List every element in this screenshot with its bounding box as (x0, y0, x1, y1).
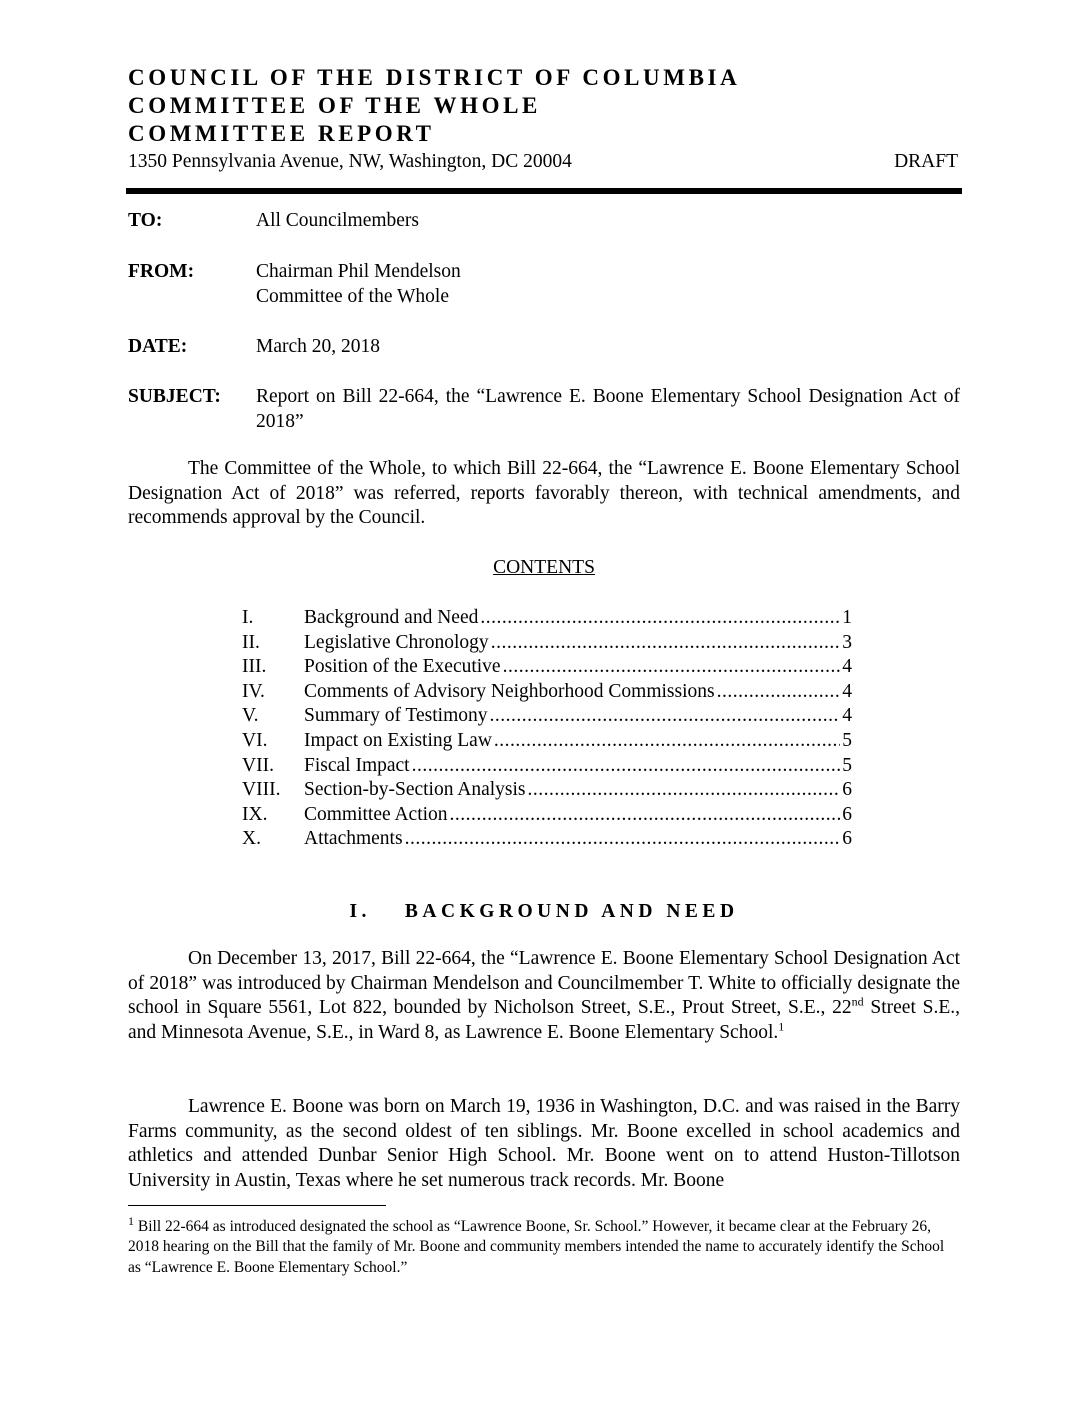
toc-row[interactable] (242, 655, 852, 680)
toc-leader (480, 606, 840, 630)
toc-row[interactable] (242, 778, 852, 803)
section-number: I. (349, 901, 371, 922)
toc-row[interactable] (242, 803, 852, 828)
date-label: DATE: (128, 336, 188, 357)
footnote-text: Bill 22-664 as introduced designated the school as “Lawrence Boone, Sr. School.” However, it became clear at the February 26, 2018 hearing on the Bill that the family of Mr. Boone and community members intended the name to accurately identify the School as “Lawrence E. Boone Elementary School.” (128, 1218, 945, 1276)
header-rule (126, 188, 962, 194)
toc-row[interactable] (242, 704, 852, 729)
subject-label: SUBJECT: (128, 386, 221, 407)
header-address: 1350 Pennsylvania Avenue, NW, Washington, DC 20004 (128, 151, 572, 172)
toc-row[interactable] (242, 729, 852, 754)
toc-page: 6 (842, 779, 852, 801)
toc-title: Position of the Executive (304, 656, 501, 678)
section-heading (0, 900, 1088, 924)
toc-number: II. (242, 631, 260, 653)
to-value: All Councilmembers (256, 210, 420, 231)
toc-page: 6 (842, 803, 852, 825)
section-title: BACKGROUND AND NEED (404, 901, 739, 922)
toc-number: III. (242, 656, 267, 678)
toc-page: 4 (842, 705, 852, 727)
toc-number: VI. (242, 729, 268, 751)
to-label: TO: (128, 210, 163, 231)
footnote-number: 1 (128, 1213, 134, 1228)
toc-row[interactable] (242, 754, 852, 779)
toc-title: Fiscal Impact (304, 754, 410, 776)
date-value: March 20, 2018 (256, 336, 381, 357)
ordinal-suffix: nd (851, 994, 864, 1009)
draft-label: DRAFT (894, 151, 958, 172)
toc-row[interactable] (242, 827, 852, 852)
body-paragraph-1 (128, 947, 960, 1046)
toc-number: IX. (242, 803, 268, 825)
footnote-separator (128, 1205, 386, 1206)
toc-title: Summary of Testimony (304, 705, 488, 727)
subject-value: Report on Bill 22-664, the “Lawrence E. Boone Elementary School Designation Act of 2018” (256, 386, 960, 432)
toc-leader (717, 680, 841, 704)
toc-row[interactable] (242, 606, 852, 631)
toc-row[interactable] (242, 680, 852, 705)
toc-title: Legislative Chronology (304, 631, 489, 653)
toc-page: 6 (842, 828, 852, 850)
footnote-reference[interactable]: 1 (778, 1019, 785, 1034)
toc-number: VII. (242, 754, 274, 776)
toc-number: X. (242, 828, 261, 850)
toc-page: 4 (842, 656, 852, 678)
toc-leader (494, 729, 840, 753)
toc-row[interactable] (242, 631, 852, 656)
footnote (128, 1213, 960, 1278)
toc-title: Comments of Advisory Neighborhood Commissions (304, 680, 715, 702)
intro-paragraph: The Committee of the Whole, to which Bill 22-664, the “Lawrence E. Boone Elementary School Designation Act of 2018” was referred, reports favorably thereon, with technical amendments, and recommends approval by the Council. (128, 458, 960, 529)
toc-number: V. (242, 705, 259, 727)
toc-title: Attachments (304, 828, 403, 850)
toc-number: I. (242, 607, 254, 628)
toc-leader (412, 754, 841, 778)
from-value-line1: Chairman Phil Mendelson (256, 261, 461, 282)
toc-page: 1 (842, 607, 852, 628)
toc-title: Impact on Existing Law (304, 729, 492, 751)
toc-number: VIII. (242, 779, 281, 801)
toc-leader (503, 655, 841, 679)
header-report: COMMITTEE REPORT (128, 121, 435, 146)
toc-leader (528, 778, 841, 802)
toc-leader (490, 704, 841, 728)
paragraph-text: On December 13, 2017, Bill 22-664, the “Lawrence E. Boone Elementary School Designation Act of 2018” was introduced by Chairman Mendelson and Councilmember T. White to officially designate the school in Square 5561, Lot 822, bounded by Nicholson Street, S.E., Prout Street, S.E., 22 (128, 948, 960, 1019)
toc-page: 5 (842, 754, 852, 776)
toc-leader (450, 803, 841, 827)
table-of-contents (242, 606, 852, 852)
toc-page: 4 (842, 680, 852, 702)
header-council: COUNCIL OF THE DISTRICT OF COLUMBIA (128, 65, 741, 90)
toc-page: 3 (842, 631, 852, 653)
from-label: FROM: (128, 261, 195, 282)
toc-title: Section-by-Section Analysis (304, 779, 526, 801)
body-paragraph-2: Lawrence E. Boone was born on March 19, 1936 in Washington, D.C. and was raised in the Barry Farms community, as the second oldest of ten siblings. Mr. Boone excelled in school academics and athletics and attended Dunbar Senior High School. Mr. Boone went on to attend Huston-Tillotson University in Austin, Texas where he set numerous track records. Mr. Boone (128, 1096, 960, 1192)
paragraph-text: Street S.E., and Minnesota Avenue, S.E., in Ward 8, as Lawrence E. Boone Elementary School. (128, 997, 960, 1044)
toc-number: IV. (242, 680, 265, 702)
contents-heading: CONTENTS (493, 557, 595, 578)
toc-leader (491, 631, 841, 655)
header-committee: COMMITTEE OF THE WHOLE (128, 93, 541, 118)
toc-leader (405, 827, 841, 851)
toc-title: Background and Need (304, 607, 479, 628)
toc-title: Committee Action (304, 803, 448, 825)
toc-page: 5 (842, 729, 852, 751)
from-value-line2: Committee of the Whole (256, 286, 449, 307)
